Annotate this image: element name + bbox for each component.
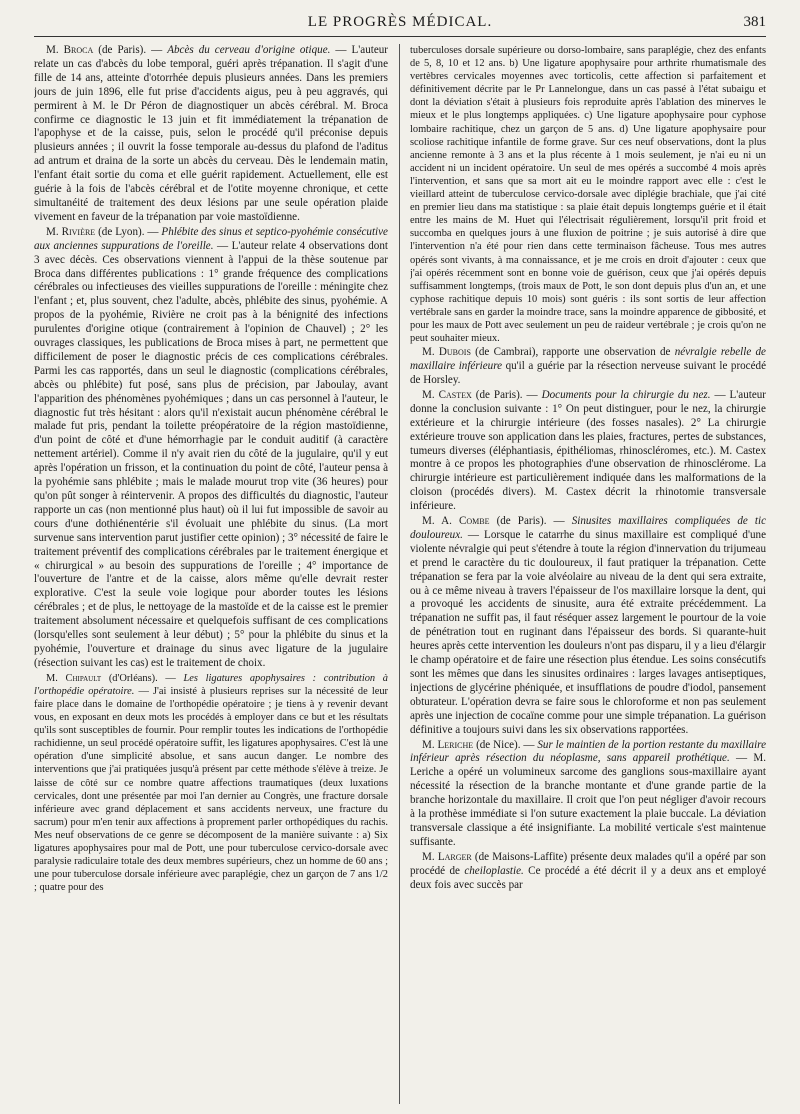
article-castex bbox=[410, 389, 766, 514]
article-affiliation: (de Paris). — bbox=[93, 44, 168, 56]
article-affiliation: (de Paris). — bbox=[471, 388, 542, 401]
article-affiliation: (de Maisons-Laffite) présente deux malades qu'il a opéré par son procédé de bbox=[410, 850, 766, 877]
article-body: — L'auteur donne la conclusion suivante : 1° On peut distinguer, pour le nez, la chirurgie extérieure et la chirurgie intérieure (des fosses nasales). 2° La chirurgie extérieure trouve son application dans les plaies, fractures, pertes de substances, tumeurs diverses (éléphantiasis, épithéliomas, rhinoscléromes, etc.). M. Castex montre à ce propos les photographies d'une observation de rhinosclérome. La chirurgie intérieure est particulièrement indiquée dans les malformations de la cloison (procédés divers). M. Castex décrit la rhinotomie transversale inférieure. bbox=[410, 388, 766, 513]
article-leriche bbox=[410, 739, 766, 850]
article-body: — L'auteur relate 4 observations dont 3 avec décès. Ces observations viennent à l'appui de la thèse soutenue par Broca dans différentes publications : 1° grande fréquence des complications cérébrales ou infectieuses des vieilles suppurations de l'oreille : méningite chez l'enfant ; et, plus souvent, chez l'adulte, abcès, phlébite des sinus, pyohémie. A propos de la pyohémie, Rivière ne croit pas à la bénignité des infections purulentes d'origine otique (contrairement à l'opinion de Chauvel) ; 2° les ouvrages classiques, les publications de Broca mises à part, ne permettent que difficilement de poser le diagnostic précis de ces complications cérébrales. Parmi les cas rapportés, dans un seul le diagnostic (complications cérébrales, abcès ou phlébite) fut posé, sans plus de précision, par Jaboulay, avant l'apparition des phénomènes pyohémiques ; dans un cas personnel à l'auteur, le diagnostic fut très hésitant : alors qu'il n'existait aucun phénomène cérébral le malade fut pris, pendant la toilette préopératoire de la région mastoïdienne, d'un point de côté et d'une hémorrhagie par le conduit auditif (à caractère nettement artériel). Comme il n'y avait rien du côté de la jugulaire, qu'il y eut après l'opération un frisson, et la continuation du point de côté, l'auteur pensa à la pyohémie sans phlébite ; mais le malade mourut trop vite (36 heures) pour qu'on pût songer à réintervenir. A propos des difficultés du diagnostic, l'auteur rapporte un cas (non mentionné plus haut) où il lui fut impossible de savoir au cours d'une dothiénentérie s'il évoluait une phlébite du sinus. (La mort survenue sans intervention parut justifier cette opinion) ; 3° nécessité de faire le traitement préventif des complications cérébrales par le traitement énergique et « chirurgical » au besoin des suppurations de l'oreille ; 4° importance de l'ouverture de l'antre et de la caisse, alors même qu'elle devrait rester explorative. C'est la seule voie logique pour aborder toutes les lésions cérébrales ; et de plus, le nettoyage de la mastoïde et de la caisse est le premier traitement absolument nécessaire et quelquefois suffisant de ces complications (lorsqu'elles sont seulement à leur début) ; 5° pour la phlébite du sinus et la pyohémie, l'ouverture et drainage du sinus avec ligature de la jugulaire (résection suivant les cas) est le traitement de choix. bbox=[34, 239, 388, 669]
article-title: Sinusites maxillaires compliquées de tic douloureux. bbox=[410, 515, 766, 541]
article-combe bbox=[410, 515, 766, 738]
article-broca bbox=[34, 44, 388, 225]
left-column bbox=[34, 44, 388, 1106]
page-number: 381 bbox=[743, 14, 766, 30]
article-larger bbox=[410, 851, 766, 893]
article-body: — J'ai insisté à plusieurs reprises sur la nécessité de leur faire place dans le domaine de l'orthopédie opératoire ; je tiens à y revenir devant vous, en exposant en deux mots les procédés à employer dans ce but et les résultats qu'ils sont susceptibles de fournir. Pour remplir toutes les indications de l'orthopédie rachidienne, un seul procédé opératoire suffit, les ligatures apophysaires. C'est là une opération d'une simplicité absolue, et sans aucun danger. Le nombre des interventions que j'ai pratiquées jusqu'à présent par cette méthode s'élève à treize. Je laisse de côté sur ce nombre quatre affections traumatiques (deux luxations cervicales, dont une présentée par moi l'an dernier au Congrès, une fracture dorsale inférieure avec grand déplacement et sans accidents nerveux, une fracture du sacrum) pour m'en tenir aux affections à proprement parler orthopédiques du rachis. Mes neuf observations de ce genre se décomposent de la manière suivante : a) Six ligatures apophysaires pour mal de Pott, une pour tuberculose cervico-dorsale avec paralysie radiculaire totale des deux membres supérieurs, chez un homme de 60 ans ; une pour tuberculose dorsale inférieure avec paraplégie, chez un garçon de 7 ans 1/2 ; quatre pour des bbox=[34, 685, 388, 894]
article-title: cheiloplastie. bbox=[464, 864, 524, 877]
article-body: — M. Leriche a opéré un volumineux sarcome des ganglions sous-maxillaire ayant nécessité la résection de la branche montante et d'une grande partie de la branche horizontale du maxillaire. Il croit que l'on peut négliger d'avoir recours à la prothèse immédiate si l'on suture exactement la plaie buccale. La déviation transversale classique a été insignifiante. La mobilité verticale s'est maintenue suffisante. bbox=[410, 752, 766, 848]
page-header bbox=[34, 14, 766, 37]
article-author: M. Castex bbox=[422, 388, 472, 401]
article-title: Abcès du cerveau d'origine otique. bbox=[167, 44, 331, 56]
article-body: — Lorsque le catarrhe du sinus maxillaire est compliqué d'une violente névralgie qui peut s'étendre à toute la région d'innervation du trijumeau et prend le caractère du tic douloureux, il faut pratiquer la trépanation. Cette trépanation se fera par la voie alvéolaire au niveau de la dent qui sera extraite, ou à ce même niveau à travers l'épaisseur de l'os maxillaire lorsque la dent, qui a provoqué les accidents de sinusite, aura été extraite précédemment. La trépanation ne suffit pas, il faut réséquer assez largement le pourtour de la voie de pénétration tout en ruginant dans l'épaisseur des bords. Si quarante-huit heures après cette intervention les douleurs n'ont pas disparu, il y a lieu d'élargir le champ opératoire et de faire une résection plus étendue. Les soins consécutifs sont les mêmes que dans les sinusites ordinaires : larges lavages antiseptiques, injections de glycérine phéniquée, et insufflations de poudre d'iodol, pansement obturateur. L'opération devra se faire sous le chloroforme et non pas seulement après une injection de cocaïne comme pour une simple trépanation. La guérison définitive a toujours suivi dans les six observations rapportées. bbox=[410, 528, 766, 736]
article-title: Les ligatures apophysaires : contribution à l'orthopédie opératoire. bbox=[34, 672, 388, 697]
article-affiliation: (de Paris). — bbox=[489, 515, 572, 528]
article-author: M. Dubois bbox=[422, 346, 471, 359]
article-title: Phlébite des sinus et septico-pyohémie consécutive aux anciennes suppurations de l'oreille. bbox=[34, 225, 388, 252]
right-column bbox=[410, 44, 766, 1106]
article-chipault-continued bbox=[410, 44, 766, 345]
article-affiliation: (de Lyon). — bbox=[95, 225, 162, 238]
article-author: M. Rivière bbox=[46, 225, 96, 238]
article-body: — L'auteur relate un cas d'abcès du lobe temporal, guéri après trépanation. Il s'agit d'une fille de 14 ans, atteinte d'otorrhée depuis plusieurs années. Dans les premiers jours de juin 1896, elle fut prise d'accidents aigus, peu à peu aggravés, qui permirent à M. le Dr Péron de diagnostiquer un abcès cérébral. M. Broca confirme ce diagnostic le 13 juin et fit immédiatement la trépanation de l'apophyse et de la caisse, puis, selon le procédé qu'il préconise depuis plusieurs années ; il ouvrit la fosse temporale au-dessus du plafond de l'aditus ad antrum et draina de la sorte un abcès du cerveau. Dès le lendemain matin, l'enfant était sortie du coma et elle guérit rapidement. Actuellement, elle est guérie à la fois de l'abcès cérébral et de l'otite moyenne chronique, et cette simultanéité de traitement des deux lésions par une seule opération plaide vivement en faveur de la trépanation par voie mastoïdienne. bbox=[34, 44, 388, 223]
article-author: M. Chipault bbox=[46, 672, 102, 684]
article-title: névralgie rebelle de maxillaire inférieure bbox=[410, 346, 766, 373]
article-affiliation: (de Cambrai), rapporte une observation de bbox=[470, 346, 675, 359]
article-affiliation: (d'Orléans). — bbox=[101, 672, 184, 684]
article-body: tuberculoses dorsale supérieure ou dorso-lombaire, sans paraplégie, chez des enfants de 5, 8, 10 et 12 ans. b) Une ligature apophysaire pour arthrite rhumatismale des vertèbres cervicales moyennes avec torticolis, cette affection si parfaitement et définitivement décrite par le Pr Lannelongue, dans un cas passé à l'état subaigu et dont la déviation s'était à plusieurs fois reproduite après l'ablation des minerves le mieux et le plus longtemps appliquées. c) Une ligature apophysaire pour cyphose lombaire rachitique, chez un garçon de 5 ans. d) Une ligature apophysaire pour scoliose rachitique infantile de forme grave. Sur ces neuf observations, dont la plus ancienne remonte à 3 ans et la plus récente à 1 mois seulement, je n'ai eu ni un accident ni un incident opératoire. Un seul de mes opérés a succombé 4 mois après l'intervention, et sans que sa mort ait eu le moindre rapport avec elle : c'est le vieillard atteint de tuberculose cervico-dorsale avec diplégie brachiale, que j'ai cité en premier lieu dans ma statistique : sa plaie était depuis longtemps guérie et il était entre les mains de M. Huet qui l'électrisait régulièrement, lorsqu'il prit froid et succomba en quelques jours à une fluxion de poitrine ; je suis autorisé à dire que l'intervention n'a été pour rien dans cette terminaison fâcheuse. Tous mes autres opérés sont vivants, à ma connaissance, et je me crois en droit d'ajouter : ceux que j'ai opérés récemment sont en bonne voie de guérison, ceux que j'ai opérés depuis suffisamment longtemps, (trois maux de Pott, le son dont depuis plus d'un an, et une cyphose rachitique depuis 10 mois) sont guéris : ils sont sortis de leur affection vertébrale sans en garder la moindre trace, sans la moindre apparence de gibbosité, et pour les maux de Pott avec seulement un peu de raideur vertébrale ; je crois qu'on ne peut souhaiter mieux. bbox=[410, 45, 766, 345]
article-author: M. Leriche bbox=[422, 738, 474, 751]
article-author: M. Broca bbox=[46, 44, 94, 56]
article-affiliation: (de Nice). — bbox=[473, 738, 538, 751]
article-dubois bbox=[410, 346, 766, 388]
article-riviere bbox=[34, 226, 388, 671]
journal-title: LE PROGRÈS MÉDICAL. bbox=[307, 14, 493, 30]
article-title: Documents pour la chirurgie du nez. bbox=[541, 388, 711, 401]
article-title: Sur le maintien de la portion restante du maxillaire inférieur après résection du néoplasme, sans appareil prothétique. bbox=[410, 738, 766, 765]
article-author: M. Larger bbox=[422, 850, 472, 863]
article-body: qu'il a guérie par la résection nerveuse suivant le procédé de Horsley. bbox=[410, 360, 766, 386]
article-chipault bbox=[34, 672, 388, 895]
article-author: M. A. Combe bbox=[422, 515, 490, 528]
column-divider bbox=[399, 44, 400, 1104]
article-body: Ce procédé a été décrit il y a deux ans et employé deux fois avec succès par bbox=[410, 864, 766, 891]
